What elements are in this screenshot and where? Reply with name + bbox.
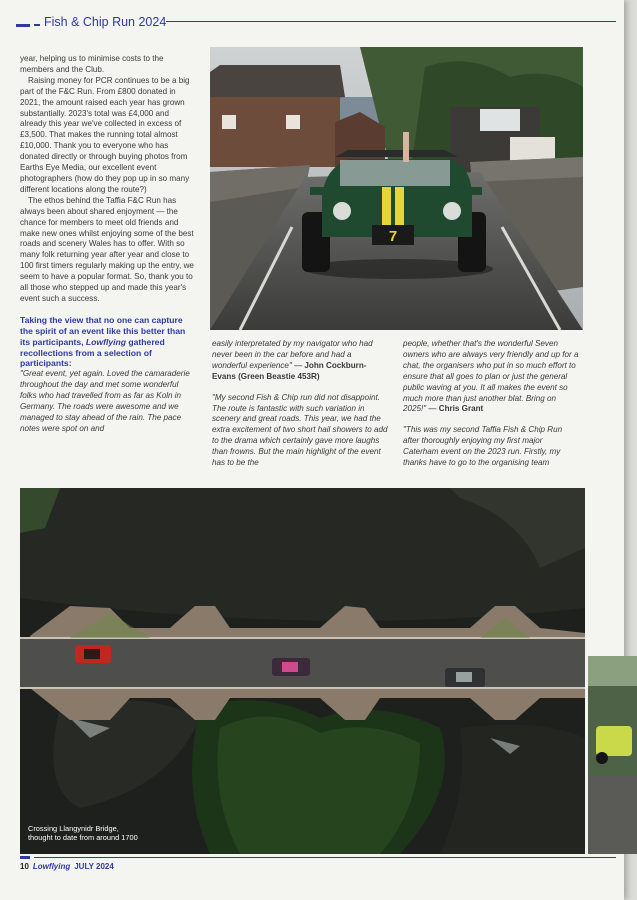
paragraph: The ethos behind the Taffia F&C Run has always been about shared enjoyment — the chance for members to meet old friends and make new ones whilst enjoying some of the best roads and scenery Wales has to offer. With so many folk returning year after year and close to 100 first timers regularly making up the entry, we seem to have a popular format. So, thank you to all those who stepped up and made this year's event such a success.: [20, 195, 194, 303]
text-column-3: [403, 339, 579, 469]
section-title: Fish & Chip Run 2024: [44, 15, 167, 29]
page-header: [16, 13, 616, 33]
page-number: 10: [20, 862, 29, 871]
quote: "My second Fish & Chip run did not disappoint. The route is fantastic with such variation in scenery and great roads. This year, we had the extra excitement of two short hail showers to add to the drama which certainly gave more laughs than frowns. But the main highlight of the event has to be the: [212, 392, 388, 468]
text-column-1: [20, 54, 196, 435]
magazine-name: Lowflying: [32, 862, 71, 871]
quote: "Great event, yet again. Loved the camaraderie throughout the day and met some wonderful folks who had travelled from as far as Koln in Germany. The roads were awesome and we managed to stay ahead of the rain. The pace notes were spot on and: [20, 369, 190, 433]
quote: "This was my second Taffia Fish & Chip Run after thoroughly enjoying my first major Caterham event on the 2023 run. Firstly, my thanks have to go to the organising team: [403, 425, 563, 468]
page-footer: [20, 862, 114, 871]
text-column-2: [212, 339, 388, 469]
issue-date: JULY 2024: [74, 862, 114, 871]
header-tick: [16, 24, 30, 27]
header-dash: [34, 24, 40, 26]
footer-rule: [34, 857, 616, 858]
photo-aerial-bridge: [20, 488, 585, 854]
paragraph: Raising money for PCR continues to be a big part of the F&C Run. From £800 donated in 2021, the amount raised each year has grown substantially. 2023's total was £4,000 and already this year we've collected in excess of £3,500. That makes the running total almost £10,000. Thank you to everyone who has donated directly or through buying photos from Earths Eye Media, our excellent event photographers (how do they pop up in so many different locations along the route?): [20, 75, 190, 194]
car-number: 7: [388, 228, 398, 245]
quote: easily interpretated by my navigator who had never been in the car before and had a wonderful experience" — John Cockburn-Evans (Green Beastie 453R): [212, 339, 373, 381]
quote: people, whether that's the wonderful Seven owners who are always very friendly and up for a chat, the organisers who put in so much effort to ensure that all goes to plan or just the general public waving at you. It all makes the event so much more than just another blat. Bring on 2025!" — Chris Grant: [403, 339, 579, 414]
footer-tick: [20, 856, 30, 859]
facing-page-edge: [588, 656, 637, 854]
header-rule: [166, 21, 616, 22]
photo-caption: Crossing Llangynidr Bridge, thought to date from around 1700: [28, 824, 138, 842]
paragraph: year, helping us to minimise costs to the members and the Club.: [20, 54, 164, 74]
photo-caterham-on-bridge: [210, 47, 583, 330]
intro-heading: Taking the view that no one can capture the spirit of an event like this better than its participants, Lowflying gathered recollections from a selection of participants:: [20, 314, 186, 369]
